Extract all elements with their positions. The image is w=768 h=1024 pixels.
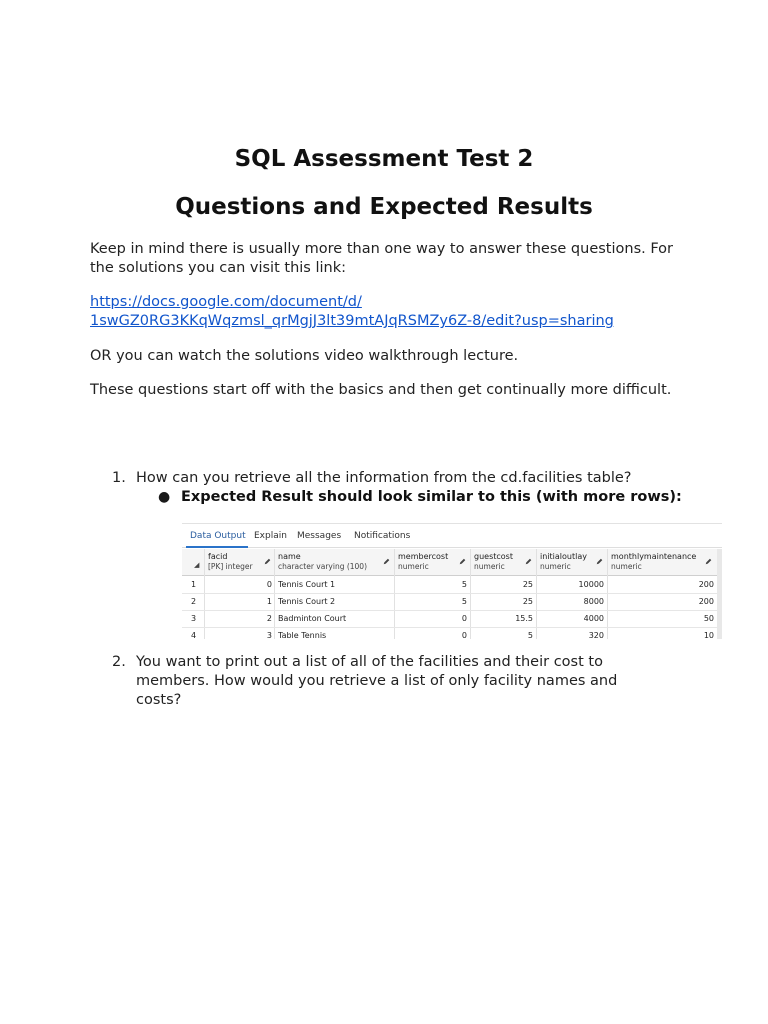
column-type: numeric: [398, 562, 429, 571]
column-type: [PK] integer: [208, 562, 253, 571]
difficulty-paragraph: These questions start off with the basics and then get continually more difficult.: [90, 382, 672, 398]
cell-membercost: 5: [461, 597, 467, 606]
table-row[interactable]: [182, 627, 722, 639]
cell-monthlymaintenance: 50: [703, 614, 714, 623]
column-header-name[interactable]: [274, 549, 395, 576]
column-type: numeric: [540, 562, 571, 571]
column-header-initialoutlay[interactable]: [536, 549, 608, 576]
column-name: facid: [208, 552, 228, 561]
table-row[interactable]: [182, 610, 722, 628]
cell-monthlymaintenance: 10: [703, 631, 714, 639]
cell-membercost: 0: [461, 631, 467, 639]
video-paragraph: OR you can watch the solutions video walkthrough lecture.: [90, 348, 519, 364]
active-tab-indicator: [186, 546, 248, 548]
question-1-text: How can you retrieve all the information from the cd.facilities table?: [136, 470, 632, 486]
column-type: numeric: [611, 562, 642, 571]
cell-facid: 0: [266, 580, 272, 589]
pencil-icon: [596, 558, 603, 565]
cell-membercost: 0: [461, 614, 467, 623]
question-1-expected: Expected Result should look similar to this (with more rows):: [181, 489, 682, 505]
result-tabs: [182, 524, 722, 548]
result-grid: [182, 549, 722, 639]
cell-initialoutlay: 8000: [583, 597, 604, 606]
document-title: SQL Assessment Test 2: [234, 146, 534, 172]
pencil-icon: [383, 558, 390, 565]
column-header-monthlymaintenance[interactable]: [607, 549, 718, 576]
column-header-membercost[interactable]: [394, 549, 471, 576]
column-type: character varying (100): [278, 562, 368, 571]
pencil-icon: [459, 558, 466, 565]
column-name: monthlymaintenance: [611, 552, 697, 561]
cell-guestcost: 15.5: [515, 614, 533, 623]
row-number: 1: [191, 580, 197, 589]
cell-membercost: 5: [461, 580, 467, 589]
grid-scrollbar[interactable]: [717, 549, 722, 639]
row-number: 2: [191, 597, 197, 606]
pencil-icon: [705, 558, 712, 565]
question-2-number: 2.: [112, 654, 126, 670]
tab-explain[interactable]: Explain: [254, 531, 287, 541]
document-subtitle: Questions and Expected Results: [175, 194, 593, 220]
row-number-header: [182, 549, 205, 576]
solutions-link-line1: https://docs.google.com/document/d/: [90, 294, 362, 310]
tab-data-output[interactable]: Data Output: [190, 531, 246, 541]
pencil-icon: [525, 558, 532, 565]
cell-name: Table Tennis: [278, 631, 327, 639]
cell-initialoutlay: 320: [588, 631, 604, 639]
pencil-icon: [264, 558, 271, 565]
sort-corner-icon: ◢: [194, 561, 200, 569]
column-name: initialoutlay: [540, 552, 587, 561]
tab-messages[interactable]: Messages: [297, 531, 342, 541]
question-2-text: You want to print out a list of all of the facilities and their cost to members. How would you retrieve a list of only facility names and costs?: [136, 654, 618, 708]
cell-monthlymaintenance: 200: [698, 580, 714, 589]
row-number: 3: [191, 614, 197, 623]
cell-guestcost: 25: [522, 580, 533, 589]
cell-initialoutlay: 4000: [583, 614, 604, 623]
row-number: 4: [191, 631, 197, 639]
cell-guestcost: 25: [522, 597, 533, 606]
cell-facid: 3: [266, 631, 272, 639]
cell-name: Tennis Court 2: [278, 597, 336, 606]
column-header-facid[interactable]: [204, 549, 275, 576]
tab-notifications[interactable]: Notifications: [354, 531, 411, 541]
column-name: name: [278, 552, 301, 561]
cell-facid: 1: [266, 597, 272, 606]
bullet-icon: ●: [158, 489, 171, 505]
cell-initialoutlay: 10000: [578, 580, 604, 589]
table-row[interactable]: [182, 576, 722, 594]
result-screenshot: [182, 523, 722, 639]
cell-facid: 2: [266, 614, 272, 623]
table-row[interactable]: [182, 593, 722, 611]
cell-name: Badminton Court: [278, 614, 347, 623]
cell-monthlymaintenance: 200: [698, 597, 714, 606]
column-name: guestcost: [474, 552, 513, 561]
column-type: numeric: [474, 562, 505, 571]
cell-name: Tennis Court 1: [278, 580, 336, 589]
intro-paragraph: Keep in mind there is usually more than one way to answer these questions. For the solutions you can visit this link:: [90, 241, 674, 276]
solutions-link[interactable]: [90, 293, 690, 331]
solutions-link-line2: 1swGZ0RG3KKqWqzmsl_qrMgjJ3lt39mtAJqRSMZy6Z-8/edit?usp=sharing: [90, 313, 614, 329]
column-name: membercost: [398, 552, 449, 561]
column-header-guestcost[interactable]: [470, 549, 537, 576]
question-1-number: 1.: [112, 470, 126, 486]
cell-guestcost: 5: [527, 631, 533, 639]
